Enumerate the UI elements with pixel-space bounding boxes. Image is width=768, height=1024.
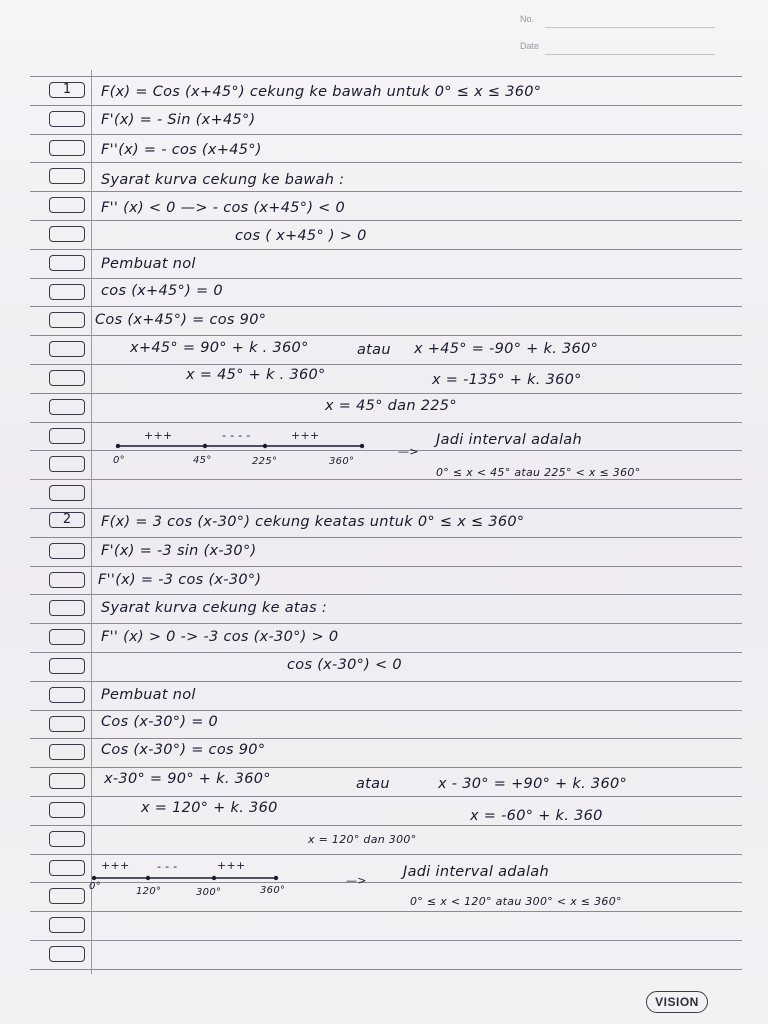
p2-zero-heading: Pembuat nol — [101, 687, 196, 703]
ruled-line — [30, 969, 742, 970]
ruled-line — [30, 76, 742, 77]
ruled-line — [30, 479, 742, 480]
ruled-line — [30, 825, 742, 826]
p2-tick-300: 300° — [196, 887, 222, 898]
p2-sign-positive-left: +++ — [101, 859, 130, 872]
row-checkbox — [49, 284, 85, 300]
p1-tick-225: 225° — [252, 456, 278, 467]
row-checkbox — [49, 197, 85, 213]
p1-tick-0: 0° — [113, 455, 125, 466]
row-checkbox — [49, 485, 85, 501]
row-checkbox — [49, 428, 85, 444]
row-checkbox — [49, 888, 85, 904]
ruled-line — [30, 278, 742, 279]
p2-sign-negative: - - - — [157, 860, 178, 873]
ruled-line — [30, 681, 742, 682]
ruled-line — [30, 364, 742, 365]
ruled-line — [30, 335, 742, 336]
row-checkbox — [49, 572, 85, 588]
row-checkbox — [49, 226, 85, 242]
p1-condition-inequality: F'' (x) < 0 —> - cos (x+45°) < 0 — [101, 200, 346, 216]
row-checkbox — [49, 946, 85, 962]
p1-zeros-result: x = 45° dan 225° — [325, 398, 457, 414]
ruled-line — [30, 393, 742, 394]
date-field-line — [545, 54, 715, 55]
row-checkbox — [49, 802, 85, 818]
p1-atau-label: atau — [357, 342, 391, 358]
ruled-line — [30, 796, 742, 797]
ruled-line — [30, 134, 742, 135]
row-checkbox — [49, 140, 85, 156]
ruled-line — [30, 738, 742, 739]
no-field-line — [545, 27, 715, 28]
no-label: No. — [520, 14, 535, 24]
row-checkbox — [49, 658, 85, 674]
date-label: Date — [520, 41, 540, 51]
row-checkbox — [49, 341, 85, 357]
row-checkbox — [49, 399, 85, 415]
p1-number-line — [110, 438, 370, 454]
row-checkbox — [49, 687, 85, 703]
ruled-line — [30, 940, 742, 941]
p2-conclusion-heading: Jadi interval adalah — [403, 864, 549, 880]
p2-zeros-result: x = 120° dan 300° — [308, 833, 417, 846]
p2-function-line: F(x) = 3 cos (x-30°) cekung keatas untuk 0° ≤ x ≤ 360° — [101, 514, 525, 530]
p2-second-derivative: F''(x) = -3 cos (x-30°) — [98, 572, 262, 588]
ruled-line — [30, 306, 742, 307]
p1-zero-heading: Pembuat nol — [101, 256, 196, 272]
p2-first-derivative: F'(x) = -3 sin (x-30°) — [101, 543, 257, 559]
p2-solution-b: x - 30° = +90° + k. 360° — [438, 776, 628, 792]
margin-line — [91, 70, 92, 974]
p1-tick-360: 360° — [329, 456, 355, 467]
p1-sign-positive-left: +++ — [144, 429, 173, 442]
ruled-line — [30, 105, 742, 106]
p1-zero-cos-equation: Cos (x+45°) = cos 90° — [95, 312, 267, 328]
row-checkbox — [49, 111, 85, 127]
p1-solution-b-simplified: x = -135° + k. 360° — [432, 372, 582, 388]
ruled-line — [30, 508, 742, 509]
ruled-line — [30, 162, 742, 163]
p2-sign-positive-right: +++ — [217, 859, 246, 872]
p2-solution-b-simplified: x = -60° + k. 360 — [470, 808, 603, 824]
p2-condition-inequality: F'' (x) > 0 -> -3 cos (x-30°) > 0 — [101, 629, 339, 645]
p2-condition-result: cos (x-30°) < 0 — [287, 657, 402, 673]
row-checkbox — [49, 773, 85, 789]
p1-solution-a: x+45° = 90° + k . 360° — [130, 340, 309, 356]
p1-zero-equation: cos (x+45°) = 0 — [101, 283, 223, 299]
row-checkbox — [49, 629, 85, 645]
vision-brand-logo: VISION — [646, 991, 708, 1013]
ruled-line — [30, 422, 742, 423]
p1-sign-negative: - - - - — [222, 429, 251, 442]
p1-function-line: F(x) = Cos (x+45°) cekung ke bawah untuk 0° ≤ x ≤ 360° — [101, 84, 542, 100]
row-checkbox — [49, 543, 85, 559]
p1-conclusion-heading: Jadi interval adalah — [436, 432, 582, 448]
p1-conclusion-interval: 0° ≤ x < 45° atau 225° < x ≤ 360° — [436, 466, 641, 479]
p2-number-line — [86, 870, 286, 886]
p1-tick-45: 45° — [193, 455, 212, 466]
p2-zero-equation: Cos (x-30°) = 0 — [101, 714, 219, 730]
p1-sign-positive-right: +++ — [291, 429, 320, 442]
p1-condition-heading: Syarat kurva cekung ke bawah : — [101, 172, 345, 188]
row-checkbox — [49, 312, 85, 328]
row-checkbox — [49, 255, 85, 271]
ruled-line — [30, 191, 742, 192]
p1-arrow: —> — [398, 445, 419, 458]
ruled-line — [30, 220, 742, 221]
p1-second-derivative: F''(x) = - cos (x+45°) — [101, 142, 262, 158]
row-checkbox — [49, 917, 85, 933]
row-checkbox — [49, 456, 85, 472]
ruled-line — [30, 566, 742, 567]
p2-tick-0: 0° — [89, 881, 101, 892]
row-checkbox — [49, 744, 85, 760]
ruled-line — [30, 623, 742, 624]
ruled-line — [30, 594, 742, 595]
p2-condition-heading: Syarat kurva cekung ke atas : — [101, 600, 328, 616]
row-checkbox — [49, 168, 85, 184]
row-checkbox — [49, 716, 85, 732]
ruled-line — [30, 767, 742, 768]
row-checkbox — [49, 370, 85, 386]
row-checkbox — [49, 860, 85, 876]
p1-solution-b: x +45° = -90° + k. 360° — [414, 341, 599, 357]
p1-condition-result: cos ( x+45° ) > 0 — [235, 228, 367, 244]
ruled-line — [30, 710, 742, 711]
p1-first-derivative: F'(x) = - Sin (x+45°) — [101, 112, 256, 128]
p1-solution-a-simplified: x = 45° + k . 360° — [186, 367, 326, 383]
p2-arrow: —> — [346, 874, 367, 887]
p2-zero-cos-equation: Cos (x-30°) = cos 90° — [101, 742, 266, 758]
row-checkbox — [49, 831, 85, 847]
ruled-line — [30, 249, 742, 250]
p2-tick-120: 120° — [136, 886, 162, 897]
ruled-line — [30, 652, 742, 653]
p2-conclusion-interval: 0° ≤ x < 120° atau 300° < x ≤ 360° — [410, 895, 622, 908]
p2-atau-label: atau — [356, 776, 390, 792]
p2-solution-a: x-30° = 90° + k. 360° — [104, 771, 271, 787]
problem-2-number: 2 — [49, 512, 85, 528]
p2-tick-360: 360° — [260, 885, 286, 896]
p2-solution-a-simplified: x = 120° + k. 360 — [141, 800, 278, 816]
problem-1-number: 1 — [49, 82, 85, 98]
ruled-line — [30, 911, 742, 912]
ruled-line — [30, 854, 742, 855]
ruled-line — [30, 537, 742, 538]
row-checkbox — [49, 600, 85, 616]
